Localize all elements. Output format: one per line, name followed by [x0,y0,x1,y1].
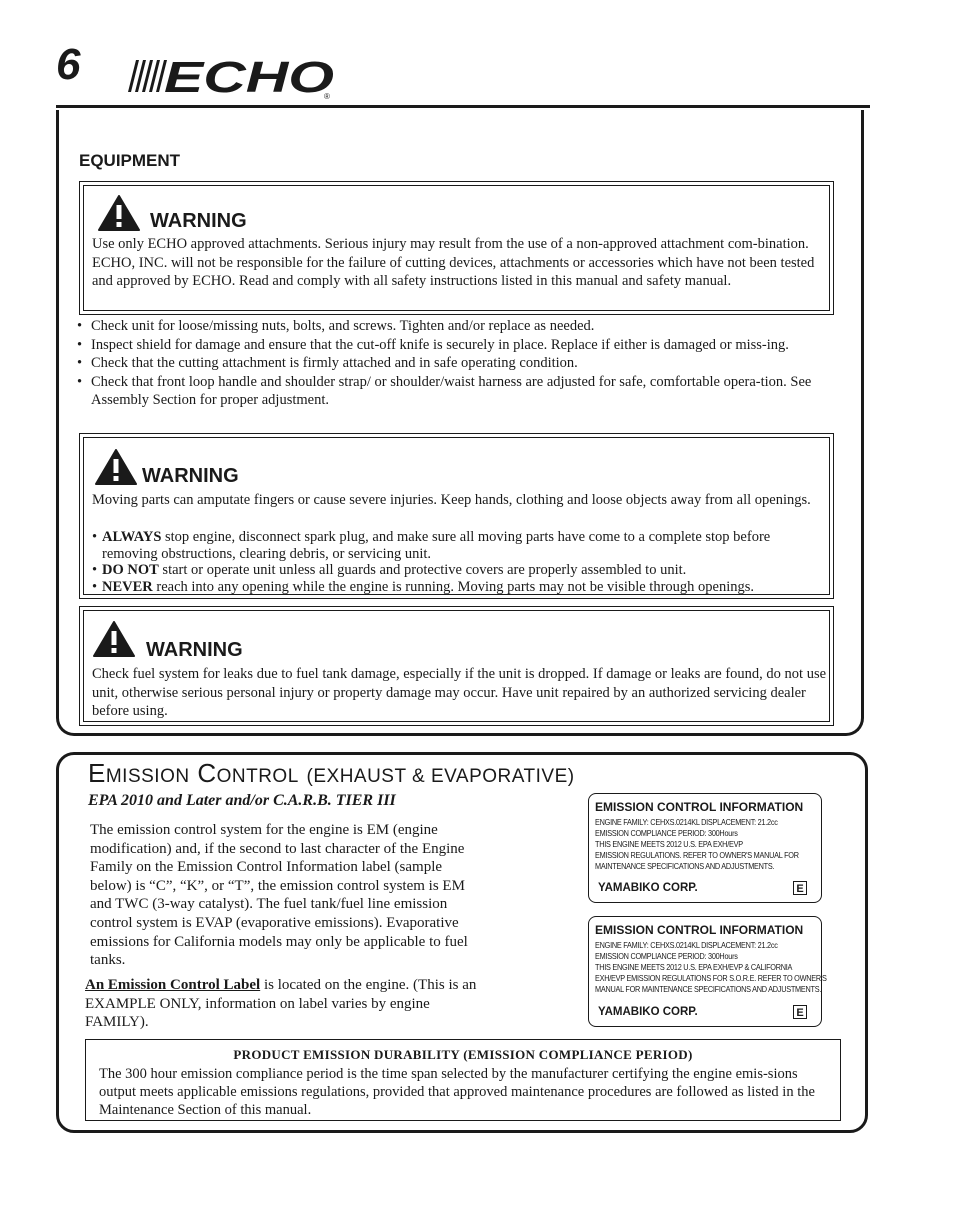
emission-body-text: The emission control system for the engine is EM (engine modification) and, if the second to last character of the Engine Family on the Emission Control Information label (sample below) is “C”, “K”, or “T”, the emission control system is EM and TWC (3-way catalyst). The fuel tank/fuel line emission control system is EVAP (evaporative emissions). Evaporative emissions for California models may only be applicable to fuel tanks. [90,822,468,969]
label-line: ENGINE FAMILY: CEHXS.0214KL DISPLACEMENT: 21.2cc [595,940,778,950]
warning-text: Use only ECHO approved attachments. Serious injury may result from the use of a non-approved attachment com-bination. ECHO, INC. will not be responsible for the failure of cutting devices, attachments or accessories which have not been tested and approved by ECHO. Read and comply with all safety instructions listed in this manual and safety manual. [92,236,815,289]
durability-title: PRODUCT EMISSION DURABILITY (EMISSION COMPLIANCE PERIOD) [233,1047,693,1062]
warning-title: WARNING [150,210,247,232]
label-manufacturer: YAMABIKO CORP. [598,1006,698,1018]
warning-triangle-icon [97,194,141,232]
list-item: • DO NOT start or operate unit unless all guards and protective covers are properly assembled to unit. [92,562,827,579]
warning-text: Check fuel system for leaks due to fuel tank damage, especially if the unit is dropped. If damage or leaks are found, do not use unit, otherwise serious personal injury or property damage may occur. Have unit repaired by an authorized servicing dealer before using. [92,666,827,719]
label-line: EMISSION COMPLIANCE PERIOD: 300Hours [595,951,738,961]
label-mark-icon: E [793,1005,807,1019]
inspection-checklist [77,317,822,410]
label-line: MAINTENANCE SPECIFICATIONS AND ADJUSTMENTS. [595,861,775,871]
emission-label-sample-carb [588,916,827,1027]
warning-box-fuel-leaks [79,606,834,726]
header-rule [56,105,870,108]
warning-title: WARNING [146,639,243,661]
warning-title: WARNING [142,465,239,487]
durability-text: The 300 hour emission compliance period is the time span selected by the manufacturer certifying the engine emis-sions output meets applicable emissions regulations, provided that approved maintenance procedures are followed as listed in the Maintenance Section of this manual. [99,1066,815,1118]
label-title: EMISSION CONTROL INFORMATION [595,800,804,814]
label-line: ENGINE FAMILY: CEHXS.0214KL DISPLACEMENT: 21.2cc [595,817,778,827]
emission-section-title: EMISSION CONTROL (EXHAUST & EVAPORATIVE) [88,758,575,788]
label-title: EMISSION CONTROL INFORMATION [595,923,804,937]
list-item: • NEVER reach into any opening while the engine is running. Moving parts may not be visible through openings. [92,579,827,596]
warning-triangle-icon [92,620,136,658]
label-mark-icon: E [793,881,807,895]
emission-subtitle: EPA 2010 and Later and/or C.A.R.B. TIER III [88,792,396,809]
list-item: • Check that the cutting attachment is firmly attached and in safe operating condition. [77,354,822,373]
list-item: • Inspect shield for damage and ensure that the cut-off knife is securely in place. Replace if either is damaged or miss-ing. [77,336,822,355]
label-line: EXH/EVP EMISSION REGULATIONS FOR S.O.R.E. REFER TO OWNER'S [595,973,827,983]
list-item: • Check unit for loose/missing nuts, bolts, and screws. Tighten and/or replace as needed. [77,317,822,336]
emission-label-sample-epa [588,793,822,903]
label-line: EMISSION COMPLIANCE PERIOD: 300Hours [595,828,738,838]
equipment-heading: EQUIPMENT [79,151,181,170]
warning-text: Moving parts can amputate fingers or cause severe injuries. Keep hands, clothing and loose objects away from all openings. [92,492,811,508]
warning-box-moving-parts [79,433,834,599]
label-manufacturer: YAMABIKO CORP. [598,882,698,894]
list-item: • ALWAYS stop engine, disconnect spark plug, and make sure all moving parts have come to a complete stop before removing obstructions, clearing debris, or servicing unit. [92,529,827,562]
warning-box-attachments [79,181,834,315]
page-number: 6 [56,40,81,89]
label-line: EMISSION REGULATIONS. REFER TO OWNER'S MANUAL FOR [595,850,799,860]
label-line: THIS ENGINE MEETS 2012 U.S. EPA EXH/EVP [595,839,743,849]
svg-text:®: ® [324,92,330,101]
warning-triangle-icon [94,448,138,486]
label-line: MANUAL FOR MAINTENANCE SPECIFICATIONS AND ADJUSTMENTS. [595,984,822,994]
echo-logo [120,52,340,102]
svg-text:ECHO: ECHO [164,53,334,102]
emission-durability-box [85,1039,841,1121]
label-line: THIS ENGINE MEETS 2012 U.S. EPA EXH/EVP & CALIFORNIA [595,962,793,972]
moving-parts-rules [92,529,827,595]
list-item: • Check that front loop handle and shoulder strap/ or shoulder/waist harness are adjusted for safe, comfortable opera-tion. See Assembly Section for proper adjustment. [77,373,822,410]
emission-label-note: An Emission Control Label is located on the engine. (This is an EXAMPLE ONLY, information on label varies by engine FAMILY). [85,977,477,1031]
